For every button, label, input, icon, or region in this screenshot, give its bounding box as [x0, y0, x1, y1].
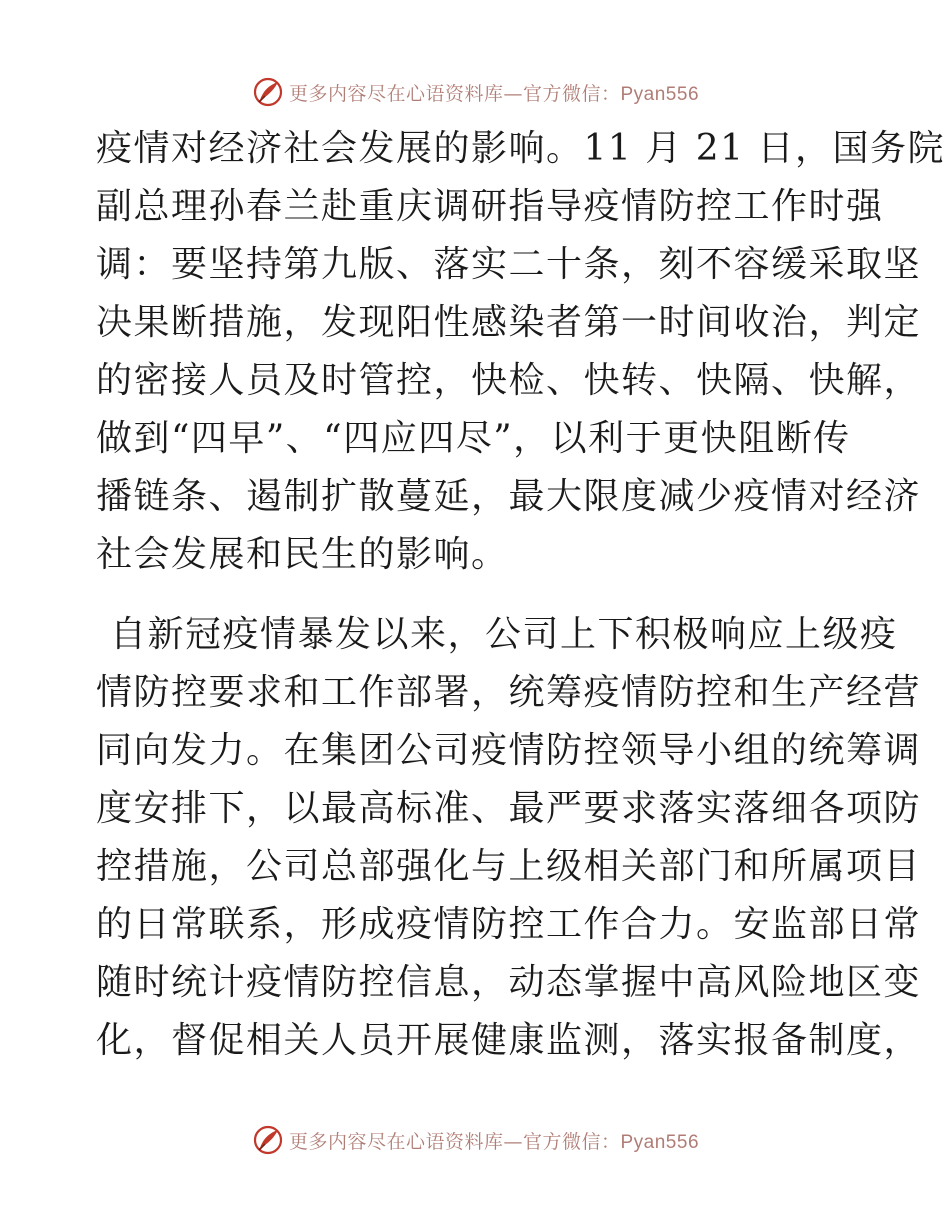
footer-banner [0, 1120, 950, 1160]
paragraph-spacer [96, 584, 856, 606]
header-banner [0, 72, 950, 112]
footer-wechat-handle: Pyan556 [620, 1131, 700, 1153]
text-line: 化，督促相关人员开展健康监测，落实报备制度， [96, 1020, 922, 1061]
paragraph-2 [96, 606, 922, 1070]
text-line: 调：要坚持第九版、落实二十条，刻不容缓采取坚 [96, 244, 922, 285]
text-line: 度安排下，以最高标准、最严要求落实落细各项防 [96, 788, 922, 829]
paragraph-1 [96, 120, 945, 584]
document-body [96, 120, 945, 1070]
text-line: 的密接人员及时管控，快检、快转、快隔、快解， [96, 360, 922, 401]
text-line: 的日常联系，形成疫情防控工作合力。安监部日常 [96, 904, 922, 945]
header-wechat-handle: Pyan556 [620, 83, 700, 105]
text-line: 做到“四早”、“四应四尽”，以利于更快阻断传 [96, 418, 851, 459]
text-line: 社会发展和民生的影响。 [96, 534, 509, 575]
text-line: 同向发力。在集团公司疫情防控领导小组的统筹调 [96, 730, 922, 771]
footer-banner-text: 更多内容尽在心语资料库—官方微信：Pyan556 [288, 1130, 700, 1153]
text-line: 随时统计疫情防控信息，动态掌握中高风险地区变 [96, 962, 922, 1003]
quill-feather-logo-icon [251, 1123, 285, 1157]
header-banner-text: 更多内容尽在心语资料库—官方微信：Pyan556 [288, 82, 700, 105]
text-line: 情防控要求和工作部署，统筹疫情防控和生产经营 [96, 672, 922, 713]
text-line: 决果断措施，发现阳性感染者第一时间收治，判定 [96, 302, 922, 343]
text-line: 控措施，公司总部强化与上级相关部门和所属项目 [96, 846, 922, 887]
quill-feather-logo-icon [251, 75, 285, 109]
text-line: 副总理孙春兰赴重庆调研指导疫情防控工作时强 [96, 186, 884, 227]
text-line: 疫情对经济社会发展的影响。11 月 21 日，国务院 [96, 128, 945, 169]
text-line: 播链条、遏制扩散蔓延，最大限度减少疫情对经济 [96, 476, 922, 517]
text-line: 自新冠疫情暴发以来，公司上下积极响应上级疫 [110, 614, 898, 655]
